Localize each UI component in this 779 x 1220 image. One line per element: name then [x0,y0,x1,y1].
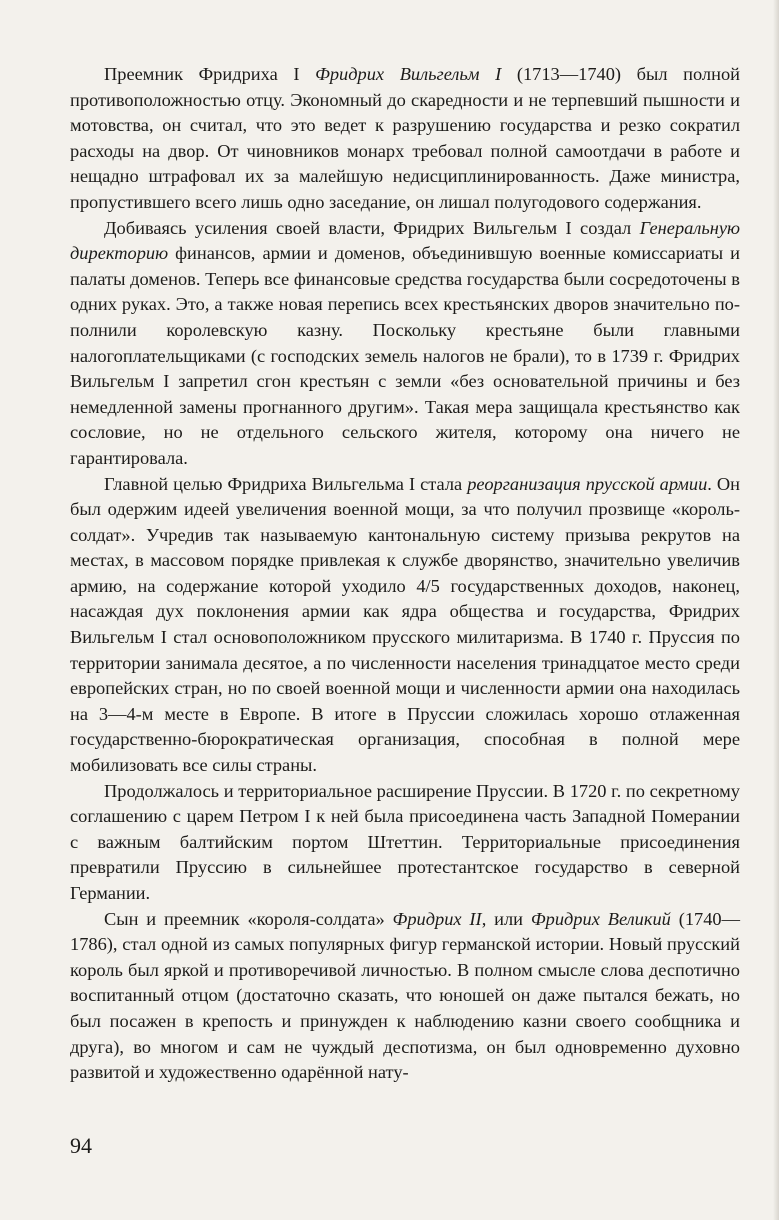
text-run: . Он был одержим идеей увеличения военной мощи, за что получил прозвище «король-солдат». Учредив так называемую кантональную систему призыва рекрутов на местах, в массовом порядке привлекая к службе дворянство, значительно увеличив армию, на содержание которой уходило 4/5 государственных доходов, наконец, насаждая дух поклонения армии как ядра общества и государства, Фридрих Вильгельм I стал основоположником прусского милитаризма. В 1740 г. Пруссия по территории занимала десятое, а по численности населения тринадцатое место среди европейских стран, но по своей военной мощи и численности армии она находилась на 3—4-м месте в Европе. В итоге в Пруссии сложилась хорошо отлаженная государственно-бюрократическая организация, способная в полной мере мобилизовать все силы страны. [70,473,740,776]
text-run: (1713—1740) был полной противоположностью отцу. Экономный до скаредности и не терпевший пышности и мотовства, он считал, что это ведет к разрушению государства и резко сократил расходы на двор. От чиновников монарх требовал полной самоотдачи в работе и нещадно штрафовал их за малейшую недисциплинированность. Даже министра, пропустившего всего лишь одно заседание, он лишал полугодового содержания. [70,64,740,212]
page-number: 94 [70,1133,92,1158]
emphasized-term: реорганизация прусской армии [467,473,708,494]
text-run: (1740—1786), стал одной из самых популярных фигур германской истории. Новый прусский король был яркой и противоречивой личностью. В полном смысле слова деспотично воспитанный отцом (достаточно сказать, что юношей он даже пытался бежать, но был посажен в крепость и принужден к наблюдению казни своего сообщника и друга), во многом и сам не чуждый деспотизма, он был одновременно духовно развитой и художественно одарённой нату- [70,908,740,1083]
emphasized-term: Фридрих II [392,908,482,929]
text-run: Продолжалось и территориальное расширение Пруссии. В 1720 г. по секретному соглашению с царем Петром I к ней была присоединена часть Западной Померании с важным балтийским портом Штеттин. Территориальные присоединения превратили Пруссию в сильнейшее протестантское государство в северной Германии. [70,780,740,903]
page-text-block [70,62,740,1086]
emphasized-term: Фридрих Великий [530,908,671,929]
page-edge-shadow [773,0,779,1220]
text-run: Добиваясь усиления своей власти, Фридрих Вильгельм I создал [104,217,640,238]
paragraph-5 [70,907,740,1086]
emphasized-term: Фридрих Вильгельм I [315,64,502,84]
paragraph-1 [70,62,740,216]
paragraph-2 [70,216,740,472]
text-run: финансов, армии и доменов, объединившую военные комиссариаты и палаты доменов. Теперь все финансовые средства государства были сосредоточены в одних руках. Это, а также новая перепись всех крестьянских дворов значительно пополнили королевскую казну. Поскольку крестьяне были главными налогоплательщиками (с господских земель налогов не брали), то в 1739 г. Фридрих Вильгельм I запретил сгон крестьян с земли «без основательной причины и без немедленной замены прогнанного другим». Такая мера защищала крестьянство как сословие, но не отдельного сельского жителя, которому она ничего не гарантировала. [70,243,740,468]
text-run: , или [481,908,531,929]
text-run: Сын и преемник «короля-солдата» [104,908,393,929]
emphasized-term: Генеральную директорию [70,217,740,264]
text-run: Главной целью Фридриха Вильгельма I стала [104,473,468,494]
paragraph-4 [70,779,740,907]
text-run: Преемник Фридриха I [104,64,316,84]
paragraph-3 [70,472,740,779]
